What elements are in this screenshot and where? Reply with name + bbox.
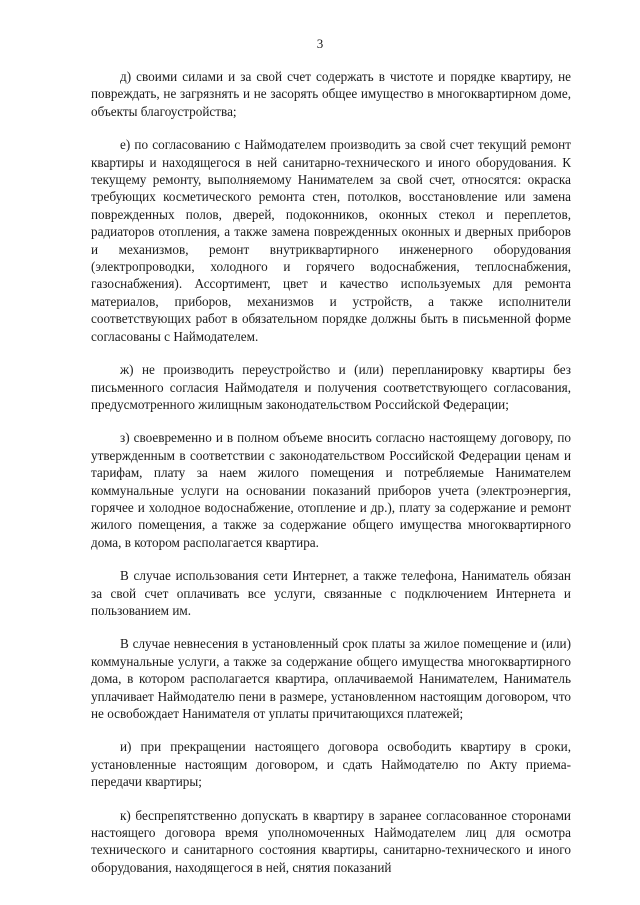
paragraph-penalty: В случае невнесения в установленный срок платы за жилое помещение и (или) коммунальные услуги, а также за содержание общего имущества многоквартирного дома, в котором располагается квартира, оплачиваемой Нанимателем, Наниматель уплачивает Наймодателю пени в размере, установленном настоящим договором, что не освобождает Нанимателя от уплаты причитающихся платежей; (91, 636, 571, 721)
paragraph-z: з) своевременно и в полном объеме вносить согласно настоящему договору, по утвержденным в соответствии с законодательством Российской Федерации ценам и тарифам, плату за наем жилого помещения и потребляемые Нанимателем коммунальные услуги на основании показаний приборов учета (электроэнергия, горячее и холодное водоснабжение, отопление и др.), плату за содержание и ремонт жилого помещения, а также за содержание общего имущества многоквартирного дома, в котором располагается квартира. (91, 430, 571, 550)
paragraph-k: к) беспрепятственно допускать в квартиру в заранее согласованное сторонами настоящего договора время уполномоченных Наймодателем лиц для осмотра технического и санитарного состояния квартиры, санитарно-технического и иного оборудования, находящегося в ней, снятия показаний (91, 807, 571, 875)
paragraph-internet: В случае использования сети Интернет, а также телефона, Наниматель обязан за свой счет оплачивать все услуги, связанные с подключением Интернета и пользованием им. (91, 568, 571, 618)
document-body (91, 68, 571, 890)
page-number: 3 (316, 36, 324, 51)
paragraph-zh: ж) не производить переустройство и (или) перепланировку квартиры без письменного согласия Наймодателя и получения соответствующего согласования, предусмотренного жилищным законодательством Российской Федерации; (91, 362, 571, 412)
paragraph-d: д) своими силами и за свой счет содержать в чистоте и порядке квартиру, не повреждать, не загрязнять и не засорять общее имущество в многоквартирном доме, объекты благоустройства; (91, 69, 571, 119)
paragraph-e: е) по согласованию с Наймодателем производить за свой счет текущий ремонт квартиры и находящегося в ней санитарно-технического и иного оборудования. К текущему ремонту, выполняемому Нанимателем за свой счет, относятся: окраска требующих косметического ремонта стен, потолков, восстановление или замена поврежденных полов, дверей, подоконников, оконных стекол и переплетов, радиаторов отопления, а также замена поврежденных оконных и дверных приборов и механизмов, ремонт внутриквартирного инженерного оборудования (электропроводки, холодного и горячего водоснабжения, теплоснабжения, газоснабжения). Ассортимент, цвет и качество используемых для ремонта материалов, приборов, механизмов и устройств, а также исполнители соответствующих работ в обязательном порядке должны быть в письменной форме согласованы с Наймодателем. (91, 137, 571, 344)
paragraph-i: и) при прекращении настоящего договора освободить квартиру в сроки, установленные настоящим договором, и сдать Наймодателю по Акту приема-передачи квартиры; (91, 739, 571, 790)
